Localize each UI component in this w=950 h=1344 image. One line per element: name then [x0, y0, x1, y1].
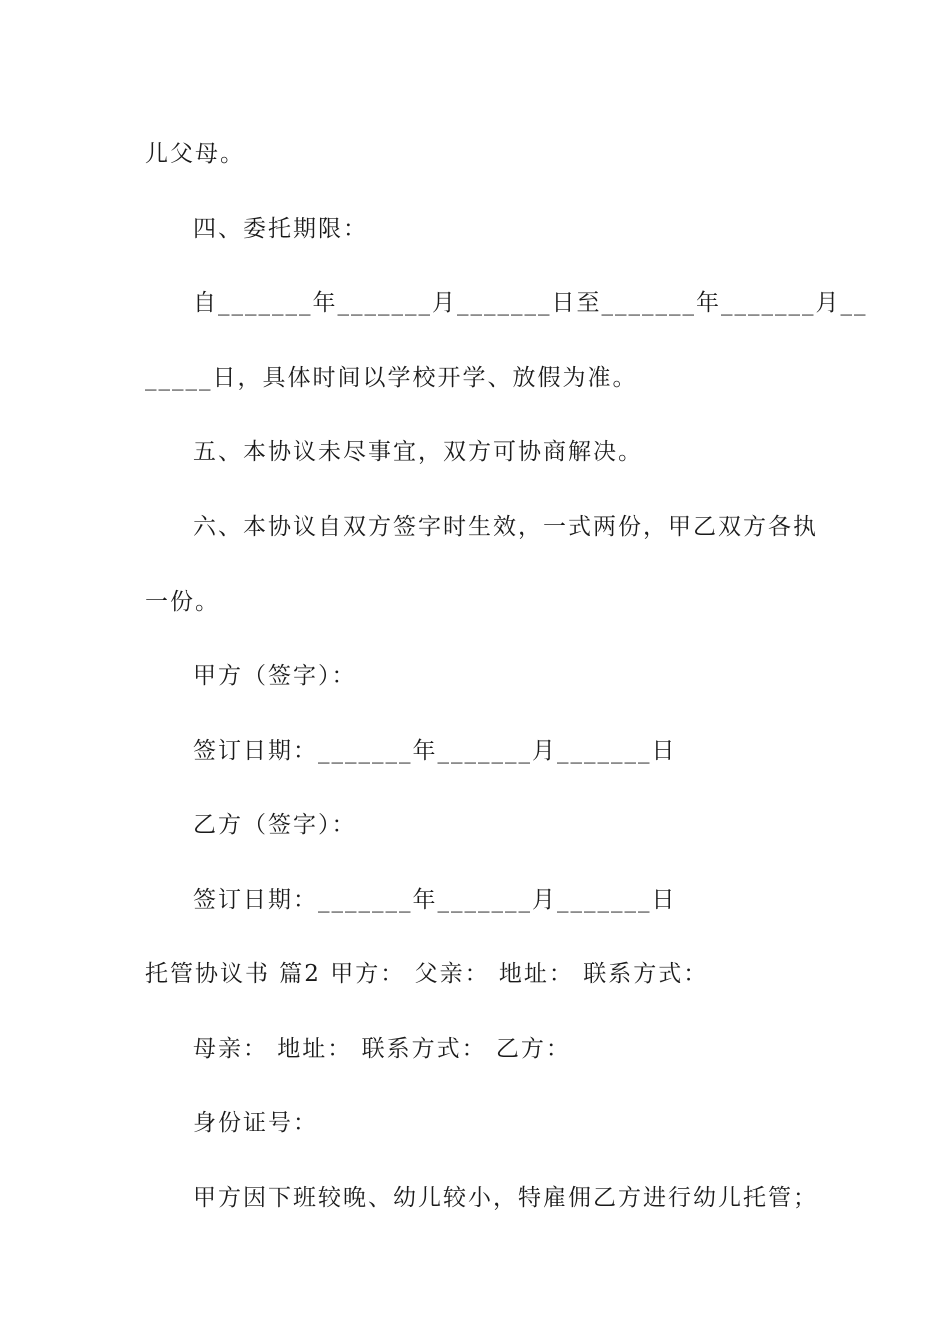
party-b-signature: 乙方（签字）： [193, 812, 357, 838]
clause-five: 五、本协议未尽事宜，双方可协商解决。 [193, 439, 643, 465]
party-a-signature: 甲方（签字）： [193, 663, 357, 689]
clause-six: 六、本协议自双方签字时生效，一式两份，甲乙双方各执 [193, 514, 818, 540]
party-a-sign-date: 签订日期：_______年_______月_______日 [193, 738, 677, 764]
clause-six-cont: 一份。 [145, 589, 220, 615]
party-b-sign-date: 签订日期：_______年_______月_______日 [193, 887, 677, 913]
section-heading-term: 四、委托期限： [193, 216, 368, 242]
agreement-2-header: 托管协议书 篇2 甲方： 父亲： 地址： 联系方式： [145, 961, 709, 987]
id-number-line: 身份证号： [193, 1110, 318, 1136]
agreement-2-intro: 甲方因下班较晚、幼儿较小，特雇佣乙方进行幼儿托管； [193, 1185, 818, 1211]
text-line-term-dates: 自_______年_______月_______日至_______年_______月__ [193, 290, 868, 316]
mother-contact-line: 母亲： 地址： 联系方式： 乙方： [193, 1036, 571, 1062]
text-line-term-dates-cont: _____日，具体时间以学校开学、放假为准。 [145, 365, 638, 391]
text-line-parents-end: 儿父母。 [145, 141, 245, 167]
